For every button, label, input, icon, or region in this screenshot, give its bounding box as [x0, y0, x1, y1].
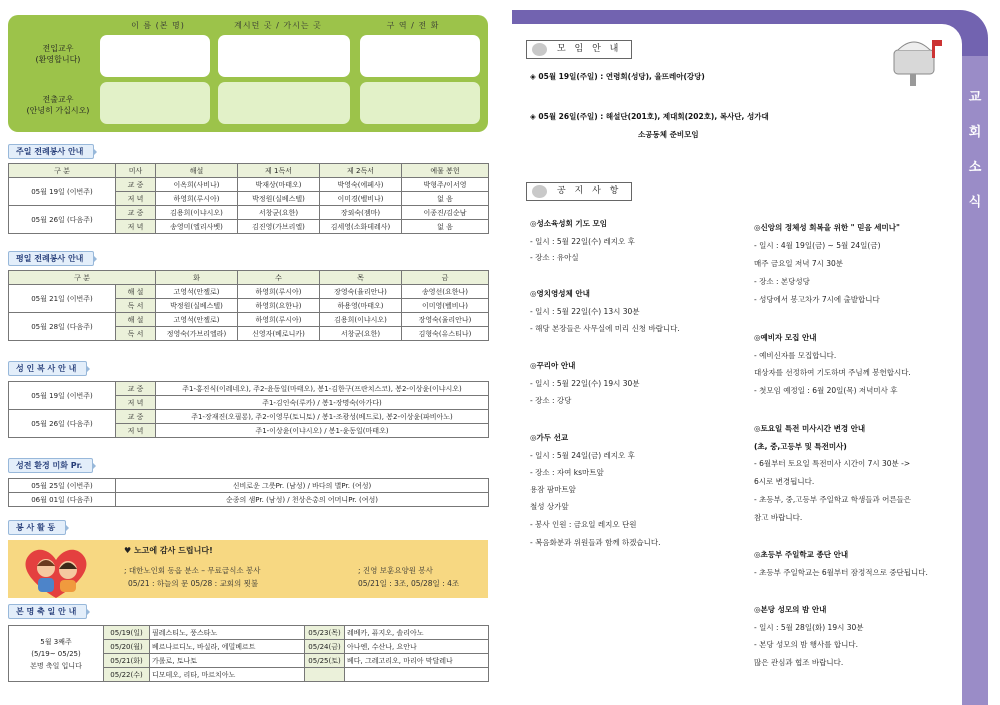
service-right-head: ; 진영 보훈요양원 봉사: [358, 566, 433, 575]
notice-line: 매주 금요일 저녁 7시 30분: [754, 259, 844, 268]
notice-line: ◎신앙의 정체성 회복을 위한 " 믿음 세미나": [754, 223, 900, 232]
notice-line: - 봉사 인원 : 금요일 레지오 단원: [530, 520, 637, 529]
weekday-table: 구 분 화 수 목 금 05월 21일 (이번주) 해 설 고영석(안젤로) 하영희(루시아) 장영숙(율리안나) 송영선(요한나) 독 서 박정원(실베스텔) 하영희(요한나) 하용영(마태오) 이미영(벨비나) 05월 28일 (다음주) 해 설 고영석(안젤로) 하영희(루시아) 김용희(이냐시오) 장영숙(율리안나) 독 서 정영숙(가브리엘라) 신영자(베로니카) 서창균(요한) 김형숙(유스티나): [8, 270, 489, 341]
notice-line: ◎꾸리아 안내: [530, 361, 576, 370]
notice-line: - 일시 : 4월 19일(금) ~ 5월 24일(금): [754, 241, 881, 250]
notice-line: - 일시 : 5월 22일(수) 19시 30분: [530, 379, 640, 388]
notice-line: - 본당 성모의 밤 행사를 합니다.: [754, 640, 858, 649]
sunday-title: 주일 전례봉사 안내: [8, 144, 94, 159]
notice-line: 철성 상가앞: [530, 502, 569, 511]
feast-week-label: 5월 3째주 (5/19~ 05/25) 본명 축일 입니다: [9, 626, 104, 682]
person-icon: [532, 43, 547, 56]
notice-line: - 성당에서 봉고차가 7시에 출발합니다: [754, 295, 880, 304]
notice-line: 대상자를 선정하여 기도하며 주님께 봉헌합시다.: [754, 368, 911, 377]
feast-title: 본 명 축 일 안 내: [8, 604, 87, 619]
notice-line: ◎가두 선교: [530, 433, 569, 442]
notice-line: - 복음화분과 위원들과 함께 하겠습니다.: [530, 538, 661, 547]
meeting-line: ◈ 05월 26일(주일) : 해설단(201호), 제대회(202호), 복사단, 성가대: [530, 112, 769, 121]
side-char: 회: [968, 125, 982, 140]
notice-line: ◎초등부 주일학교 종단 안내: [754, 550, 849, 559]
side-bar: [962, 56, 988, 705]
service-title: 봉 사 활 동: [8, 520, 66, 535]
notice-line: - 장소 : 유아실: [530, 253, 579, 262]
notice-line: 6시로 변경됩니다.: [754, 477, 815, 486]
service-box: [8, 540, 488, 598]
notice-line: - 초등부 주일학교는 6월부터 잠정적으로 중단됩니다.: [754, 568, 928, 577]
notice-line: ◎예비자 모집 안내: [754, 333, 817, 342]
notice-line: 참고 바랍니다.: [754, 513, 803, 522]
visitor-row-out: 전출교우 (안녕히 가십시오): [26, 95, 90, 115]
thanks-text: ♥ 노고에 감사 드립니다!: [124, 546, 213, 555]
visitor-row-in: 전입교우 (환영합니다): [35, 44, 81, 64]
notice-line: - 일시 : 5월 28일(화) 19시 30분: [754, 623, 864, 632]
notice-line: ◎성소육성회 기도 모임: [530, 219, 607, 228]
mailbox-icon: [888, 32, 950, 86]
notice-line: (초, 중,고등부 및 특전미사): [754, 442, 847, 451]
notice-line: - 초등부, 중,고등부 주일학교 학생들과 어른들은: [754, 495, 912, 504]
right-page: [500, 0, 1000, 705]
visitor-cell[interactable]: [218, 35, 350, 77]
service-left-head: ; 대한노인회 동읍 분소 – 무료급식소 봉사: [124, 566, 261, 575]
notice-line: - 예비신자를 모집합니다.: [754, 351, 837, 360]
notice-line: ◎영치영성체 안내: [530, 289, 590, 298]
sunday-table: 구 분 미사 해설 제 1독서 제 2독서 예물 봉헌 05월 19일 (이번주) 교 중 이옥희(사비나) 박재상(마태오) 박영숙(에페사) 박형주/이서영 저 녁 하영희(루시아) 박정원(실베스텔) 이미경(벨비나) 없 음 05월 26일 (다음주) 교 중 김용희(이냐시오) 서창균(요한) 장외숙(젬마) 이종진/김순남 저 녁 송영미(엘리사벳) 김진영(가브리엘) 김세영(소화데레사) 없 음: [8, 163, 489, 234]
couple-illustration: [16, 542, 96, 600]
notice-line: ◎본당 성모의 밤 안내: [754, 605, 827, 614]
visitor-box: [8, 15, 488, 132]
top-bar: [512, 10, 960, 24]
notice-title: 공 지 사 항: [526, 182, 632, 201]
visitor-cell[interactable]: [218, 82, 350, 124]
service-right-body: 05/21일 : 3조, 05/28일 : 4조: [358, 579, 460, 588]
notice-line: - 장소 : 본당성당: [754, 277, 810, 286]
side-char: 소: [968, 160, 982, 175]
visitor-header-name: 이 름 (본 명): [131, 21, 185, 30]
visitor-cell[interactable]: [100, 82, 210, 124]
notice-line: - 해당 본장들은 사무실에 미리 신청 바랍니다.: [530, 324, 680, 333]
notice-line: - 장소 : 자여 ks마트앞: [530, 468, 604, 477]
visitor-cell[interactable]: [100, 35, 210, 77]
decoration-table: 05월 25일 (이번주) 신비로운 그릇Pr. (남성) / 바다의 별Pr. (여성) 06월 01일 (다음주) 순종의 샘Pr. (남성) / 천상은총의 어머니Pr. (여성): [8, 478, 489, 507]
decoration-title: 성전 환경 미화 Pr.: [8, 458, 93, 473]
person-icon: [532, 185, 547, 198]
feast-table: 5월 3째주 (5/19~ 05/25) 본명 축일 입니다 05/19(일) 필레스티노, 풍스타노 05/23(목) 레베카, 퓨지오, 솔리아노 05/20(월) 베르나르디노, 바실라, 에밀베르트 05/24(금) 아나엔, 수산나, 요안나 05/21(화) 가롤로, 토나토 05/25(토) 베다, 그레고리오, 마리아 막달레나 05/22(수) 디모테오, 리타, 마르치아노: [8, 625, 489, 682]
adult-server-table: 05월 19일 (이번주) 교 중 주1-홍진식(이레네오), 주2-윤동일(마태오), 봉1-김한구(프란치스코), 봉2-이상윤(이냐시오) 저 녁 주1-김인숙(루카) / 봉1-장명숙(아가다) 05월 26일 (다음주) 교 중 주1-장재진(오필롱), 주2-이영무(토니토) / 봉1-조광성(베드로), 봉2-이상윤(파비아노) 저 녁 주1-이상윤(이냐시오) / 봉1-윤동일(마태오): [8, 381, 489, 438]
notice-line: 용잠 팜마트앞: [530, 485, 576, 494]
side-char: 교: [968, 90, 982, 105]
notice-line: - 6월부터 토요일 특전미사 시간이 7시 30분 ->: [754, 459, 911, 468]
notice-line: - 장소 : 강당: [530, 396, 572, 405]
meeting-title: 모 임 안 내: [526, 40, 632, 59]
notice-line: - 일시 : 5월 22일(수) 레지오 후: [530, 237, 635, 246]
visitor-cell[interactable]: [360, 35, 480, 77]
meeting-line: 소공동체 준비모임: [638, 130, 699, 139]
notice-line: 많은 관심과 협조 바랍니다.: [754, 658, 844, 667]
visitor-header-place: 계시던 곳 / 가시는 곳: [234, 21, 322, 30]
notice-line: - 일시 : 5월 24일(금) 레지오 후: [530, 451, 635, 460]
weekday-title: 평일 전례봉사 안내: [8, 251, 94, 266]
notice-line: ◎토요일 특전 미사시간 변경 안내: [754, 424, 866, 433]
meeting-line: ◈ 05월 19일(주일) : 연령회(성당), 율뜨레아(강당): [530, 72, 705, 81]
notice-line: - 일시 : 5월 22일(수) 13시 30분: [530, 307, 640, 316]
visitor-cell[interactable]: [360, 82, 480, 124]
visitor-header-zone: 구 역 / 전 화: [386, 21, 440, 30]
service-left-body: 05/21 : 하늘의 문 05/28 : 교회의 묏불: [128, 579, 259, 588]
adult-server-title: 성 인 복 사 안 내: [8, 361, 87, 376]
notice-line: - 첫모임 예정일 : 6월 20일(목) 저녁미사 후: [754, 386, 898, 395]
side-char: 식: [968, 195, 982, 210]
